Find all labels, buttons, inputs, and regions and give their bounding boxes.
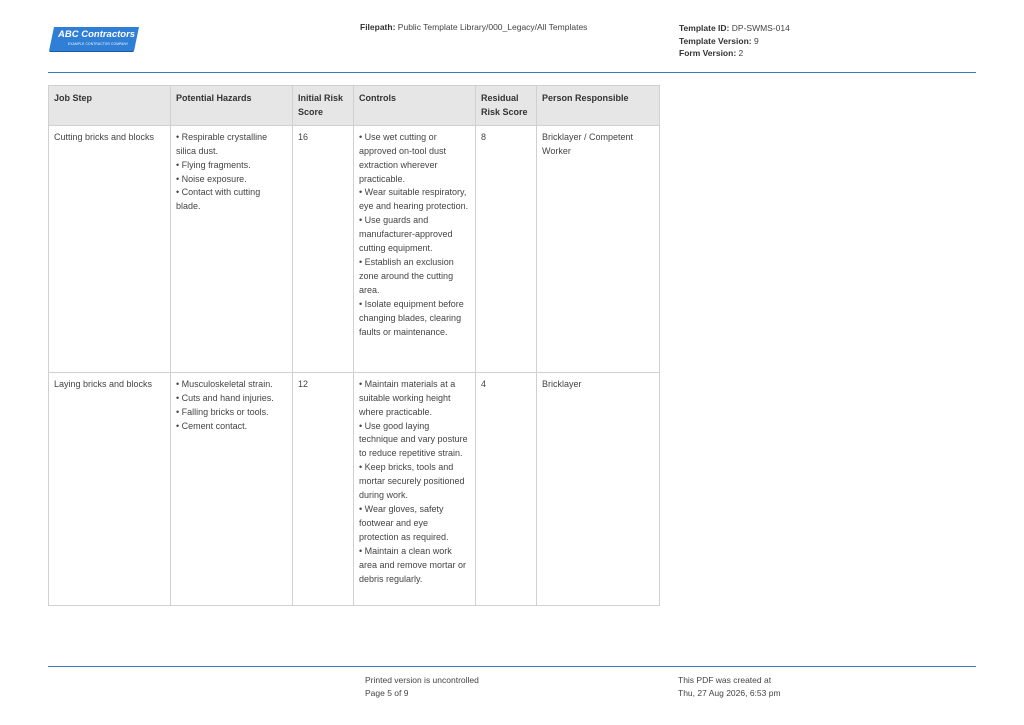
- controls-cell: [354, 372, 476, 605]
- logo-title: ABC Contractors: [58, 29, 136, 40]
- header-initial-risk-score: Initial Risk Score: [293, 86, 354, 126]
- hazard-item: • Flying fragments.: [176, 159, 287, 173]
- logo-subtitle: EXAMPLE CONTRACTOR COMPANY: [68, 42, 129, 46]
- form-version-label: Form Version:: [679, 48, 737, 58]
- person-responsible-cell: Bricklayer: [537, 372, 660, 605]
- template-meta: [679, 22, 790, 60]
- control-item: • Keep bricks, tools and mortar securely positioned during work.: [359, 461, 470, 503]
- uncontrolled-notice: Printed version is uncontrolled: [365, 675, 479, 685]
- header-person-responsible: Person Responsible: [537, 86, 660, 126]
- header-residual-risk-score: Residual Risk Score: [476, 86, 537, 126]
- template-id-value: DP-SWMS-014: [731, 23, 790, 33]
- residual-risk-score-cell: 8: [476, 125, 537, 372]
- residual-risk-score-cell: 4: [476, 372, 537, 605]
- filepath: [360, 22, 587, 32]
- table-row: [49, 372, 660, 605]
- template-version-label: Template Version:: [679, 35, 752, 46]
- page-number: Page 5 of 9: [365, 687, 409, 698]
- header-divider: [48, 72, 976, 73]
- hazard-item: • Noise exposure.: [176, 173, 287, 187]
- hazard-item: • Cuts and hand injuries.: [176, 392, 287, 406]
- table-header-row: [49, 86, 660, 126]
- initial-risk-score-cell: 12: [293, 372, 354, 605]
- hazards-cell: [171, 372, 293, 605]
- template-version: [679, 35, 790, 48]
- control-item: • Establish an exclusion zone around the cutting area.: [359, 256, 470, 298]
- control-item: • Wear gloves, safety footwear and eye protection as required.: [359, 503, 470, 545]
- table-row: [49, 125, 660, 372]
- job-step-cell: Laying bricks and blocks: [49, 372, 171, 605]
- created-timestamp: Thu, 27 Aug 2026, 6:53 pm: [678, 687, 781, 698]
- form-version: [679, 47, 790, 60]
- hazards-cell: [171, 125, 293, 372]
- control-item: • Use guards and manufacturer-approved cutting equipment.: [359, 214, 470, 256]
- footer-left: [365, 674, 479, 699]
- form-version-value: 2: [738, 48, 744, 58]
- hazard-item: • Cement contact.: [176, 420, 287, 434]
- filepath-value: Public Template Library/000_Legacy/All Templates: [397, 22, 588, 32]
- template-id: [679, 22, 790, 35]
- swms-table: [48, 85, 660, 606]
- company-logo: [48, 26, 140, 52]
- person-responsible-cell: Bricklayer / Competent Worker: [537, 125, 660, 372]
- control-item: • Use wet cutting or approved on-tool dust extraction wherever practicable.: [359, 131, 470, 187]
- header-potential-hazards: Potential Hazards: [171, 86, 293, 126]
- control-item: • Use good laying technique and vary posture to reduce repetitive strain.: [359, 420, 470, 462]
- template-id-label: Template ID:: [679, 23, 730, 33]
- hazard-item: • Respirable crystalline silica dust.: [176, 131, 287, 159]
- control-item: • Isolate equipment before changing blades, clearing faults or maintenance.: [359, 298, 470, 340]
- header-controls: Controls: [354, 86, 476, 126]
- filepath-label: Filepath:: [360, 22, 396, 32]
- created-label: This PDF was created at: [678, 675, 772, 685]
- control-item: • Maintain materials at a suitable working height where practicable.: [359, 378, 470, 420]
- control-item: • Maintain a clean work area and remove mortar or debris regularly.: [359, 545, 470, 587]
- hazard-item: • Contact with cutting blade.: [176, 186, 287, 214]
- footer-divider: [48, 666, 976, 667]
- template-version-value: 9: [753, 35, 759, 46]
- job-step-cell: Cutting bricks and blocks: [49, 125, 171, 372]
- hazard-item: • Musculoskeletal strain.: [176, 378, 287, 392]
- controls-cell: [354, 125, 476, 372]
- control-item: • Wear suitable respiratory, eye and hearing protection.: [359, 186, 470, 214]
- initial-risk-score-cell: 16: [293, 125, 354, 372]
- header-job-step: Job Step: [49, 86, 171, 126]
- hazard-item: • Falling bricks or tools.: [176, 406, 287, 420]
- footer-right: [678, 674, 781, 699]
